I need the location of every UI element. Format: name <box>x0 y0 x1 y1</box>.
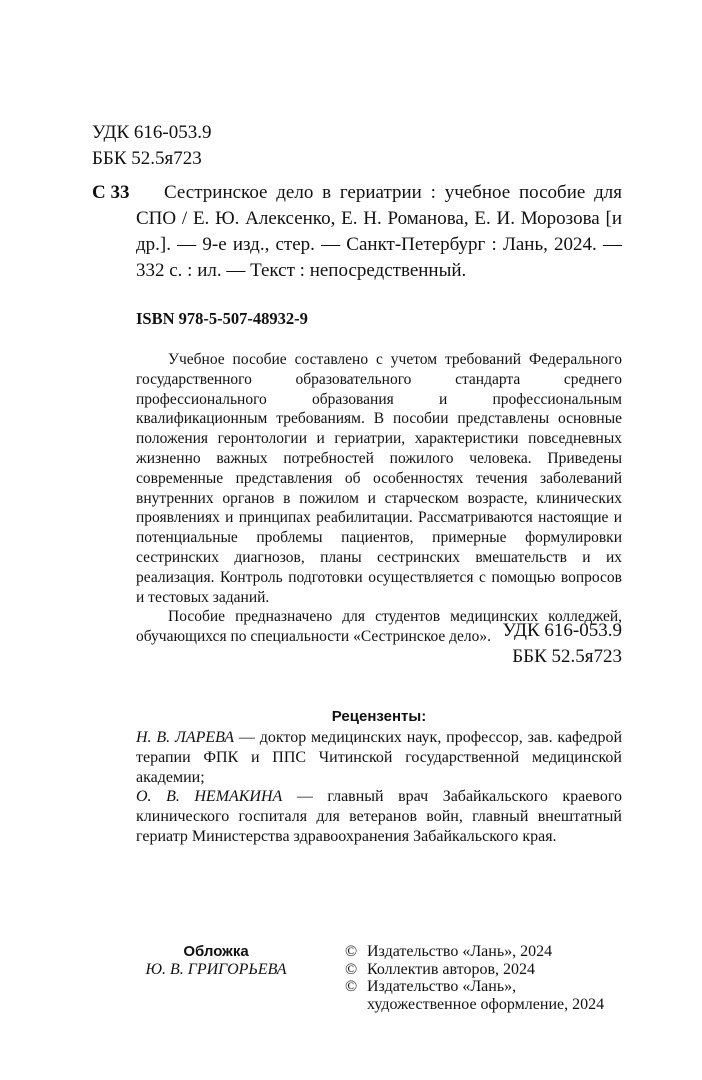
annotation-paragraph: Учебное пособие составлено с учетом требований Федерального государственного образовательного стандарта среднего профессионального образования и профессиональным квалификационным требованиям. В пособии представлены основные положения геронтологии и гериатрии, характеристики повседневных жизненно важных потребностей пожилого человека. Приведены современные представления об особенностях течения заболеваний внутренних органов в пожилом и старческом возрасте, клинических проявлениях и принципах реабилитации. Рассматриваются настоящие и потенциальные проблемы пациентов, примерные формулировки сестринских диагнозов, планы сестринских вмешательств и их реализация. Контроль подготовки осуществляется с помощью вопросов и тестовых заданий. <box>136 351 622 606</box>
copyright-block <box>345 943 635 1013</box>
reviewer-entry <box>136 728 622 787</box>
cover-artist: Ю. В. ГРИГОРЬЕВА <box>145 961 287 978</box>
reviewers-heading: Рецензенты: <box>331 708 427 725</box>
udk-code: УДК 616-053.9 <box>502 620 622 641</box>
copyright-line: © Коллектив авторов, 2024 <box>345 960 535 978</box>
copyright-icon: © <box>345 978 358 995</box>
udk-bbk-top <box>92 120 212 172</box>
copyright-line: © Издательство «Лань», <box>345 978 517 995</box>
reviewer-entry <box>136 787 622 846</box>
annotation-paragraph: Пособие предназначено для студентов медицинских колледжей, обучающихся по специальности «Сестринское дело». <box>136 608 622 646</box>
copyright-line-continued: художественное оформление, 2024 <box>367 995 605 1013</box>
reviewers-list <box>136 728 622 847</box>
reviewer-description: — главный врач Забайкальского краевого клинического госпиталя для ветеранов войн, главный внештатный гериатр Министерства здравоохранения Забайкальского края. <box>136 788 622 845</box>
copyright-icon: © <box>345 943 358 960</box>
udk-code: УДК 616-053.9 <box>92 122 212 143</box>
author-mark: С 33 <box>92 182 130 203</box>
cover-credit <box>136 943 296 979</box>
bibliographic-record: Сестринское дело в гериатрии : учебное пособие для СПО / Е. Ю. Алексенко, Е. Н. Романова, Е. И. Морозова [и др.]. — 9-е изд., стер. — Санкт-Петербург : Лань, 2024. — 332 с. : ил. — Текст : непосредственный. <box>136 182 622 281</box>
cover-label: Обложка <box>183 943 249 960</box>
bbk-code: ББК 52.5я723 <box>512 646 622 667</box>
reviewer-name: Н. В. ЛАРЕВА <box>136 729 235 746</box>
udk-bbk-bottom <box>503 618 623 670</box>
copyright-icon: © <box>345 960 358 978</box>
copyright-line: © Издательство «Лань», 2024 <box>345 943 553 960</box>
isbn: ISBN 978-5-507-48932-9 <box>136 309 308 328</box>
annotation <box>136 350 622 647</box>
reviewer-description: — доктор медицинских наук, профессор, зав. кафедрой терапии ФПК и ППС Читинской государственной медицинской академии; <box>136 729 623 786</box>
reviewer-name: О. В. НЕМАКИНА <box>136 788 283 806</box>
bbk-code: ББК 52.5я723 <box>92 148 202 169</box>
